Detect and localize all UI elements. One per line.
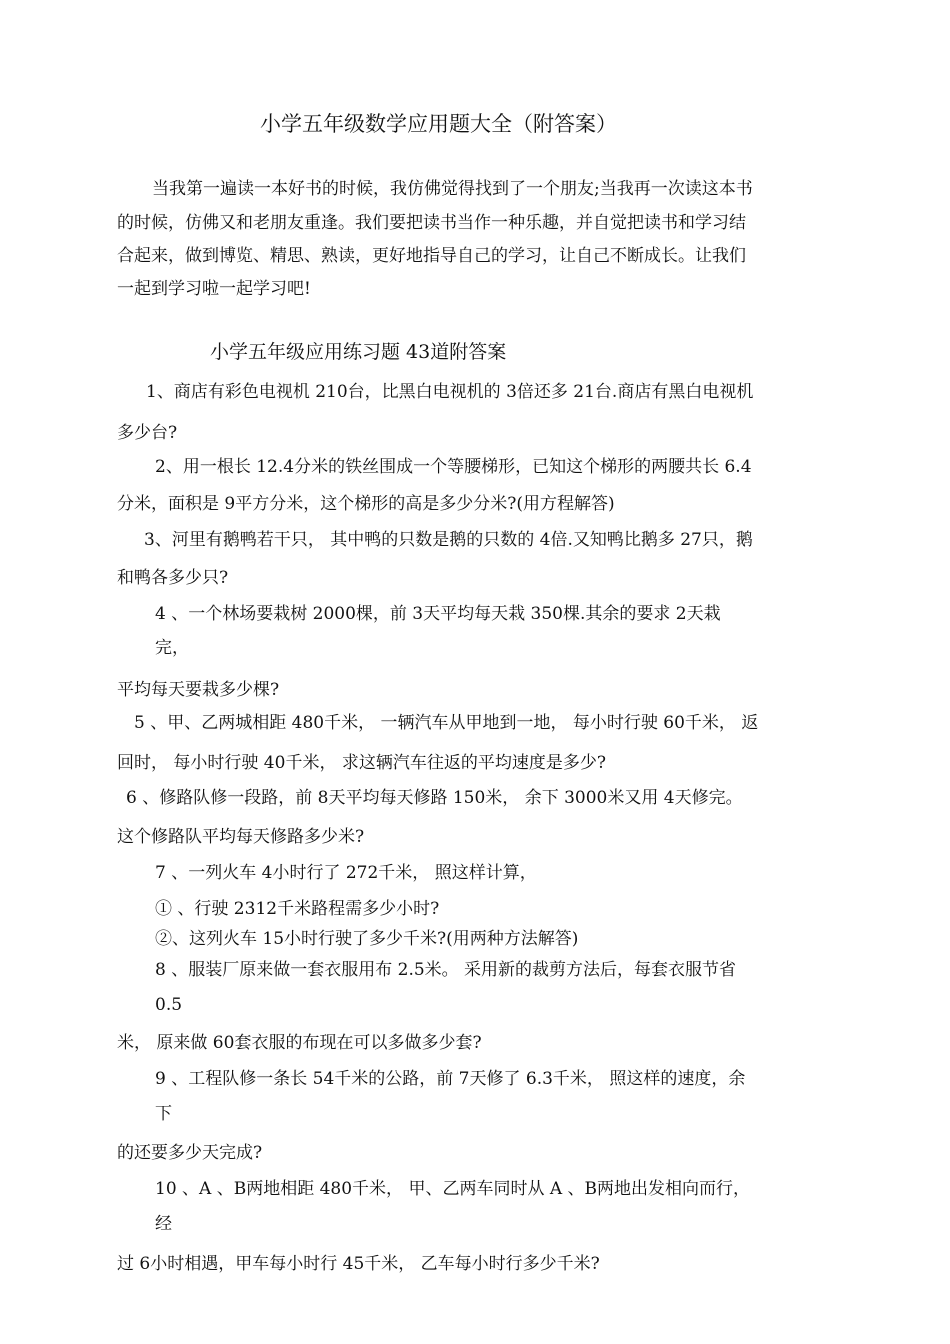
problem-line: 平均每天要栽多少棵? — [117, 680, 280, 700]
intro-line: 合起来，做到博览、精思、熟读，更好地指导自己的学习，让自己不断成长。让我们 — [117, 246, 746, 266]
problem-line: 的还要多少天完成? — [117, 1143, 263, 1163]
problem-line: 4 、一个林场要栽树 2000棵，前 3天平均每天栽 350棵.其余的要求 2天栽 — [155, 604, 721, 624]
section-title: 小学五年级应用练习题 43道附答案 — [210, 341, 507, 363]
problem-line: 下 — [155, 1104, 172, 1124]
problem-line: ① 、行驶 2312千米路程需多少小时? — [155, 899, 440, 919]
problem-line: 完， — [155, 638, 189, 658]
problem-line: 米， 原来做 60套衣服的布现在可以多做多少套? — [117, 1033, 482, 1053]
problem-line: 10 、A 、B两地相距 480千米， 甲、乙两车同时从 A 、B两地出发相向而行， — [155, 1179, 751, 1199]
problem-line: 8 、服装厂原来做一套衣服用布 2.5米。 采用新的裁剪方法后，每套衣服节省 — [155, 960, 737, 980]
problem-line: 3、河里有鹅鸭若干只， 其中鸭的只数是鹅的只数的 4倍.又知鸭比鹅多 27只，鹅 — [144, 530, 753, 550]
problem-line: 和鸭各多少只? — [117, 568, 229, 588]
problem-line: 2、用一根长 12.4分米的铁丝围成一个等腰梯形，已知这个梯形的两腰共长 6.4 — [155, 457, 752, 477]
problem-line: 6 、修路队修一段路，前 8天平均每天修路 150米， 余下 3000米又用 4天修完。 — [126, 788, 743, 808]
problem-line: 回时， 每小时行驶 40千米， 求这辆汽车往返的平均速度是多少? — [117, 753, 606, 773]
problem-line: 0.5 — [155, 995, 183, 1015]
intro-line: 的时候，仿佛又和老朋友重逢。我们要把读书当作一种乐趣，并自觉把读书和学习结 — [117, 213, 746, 233]
problem-line: 过 6小时相遇，甲车每小时行 45千米， 乙车每小时行多少千米? — [117, 1254, 600, 1274]
problem-line: 1、商店有彩色电视机 210台，比黑白电视机的 3倍还多 21台.商店有黑白电视机 — [146, 382, 754, 402]
problem-line: 分米，面积是 9平方分米，这个梯形的高是多少分米?(用方程解答) — [117, 494, 615, 514]
intro-line: 当我第一遍读一本好书的时候，我仿佛觉得找到了一个朋友;当我再一次读这本书 — [152, 179, 753, 199]
problem-line: 这个修路队平均每天修路多少米? — [117, 827, 365, 847]
problem-line: 7 、一列火车 4小时行了 272千米， 照这样计算， — [155, 863, 537, 883]
document-title: 小学五年级数学应用题大全（附答案） — [260, 112, 617, 136]
problem-line: 多少台? — [117, 423, 178, 443]
problem-line: 经 — [155, 1214, 172, 1234]
intro-line: 一起到学习啦一起学习吧! — [117, 279, 311, 299]
problem-line: ②、这列火车 15小时行驶了多少千米?(用两种方法解答) — [155, 929, 579, 949]
problem-line: 9 、工程队修一条长 54千米的公路，前 7天修了 6.3千米， 照这样的速度，余 — [155, 1069, 746, 1089]
problem-line: 5 、甲、乙两城相距 480千米， 一辆汽车从甲地到一地， 每小时行驶 60千米， 返 — [134, 713, 759, 733]
